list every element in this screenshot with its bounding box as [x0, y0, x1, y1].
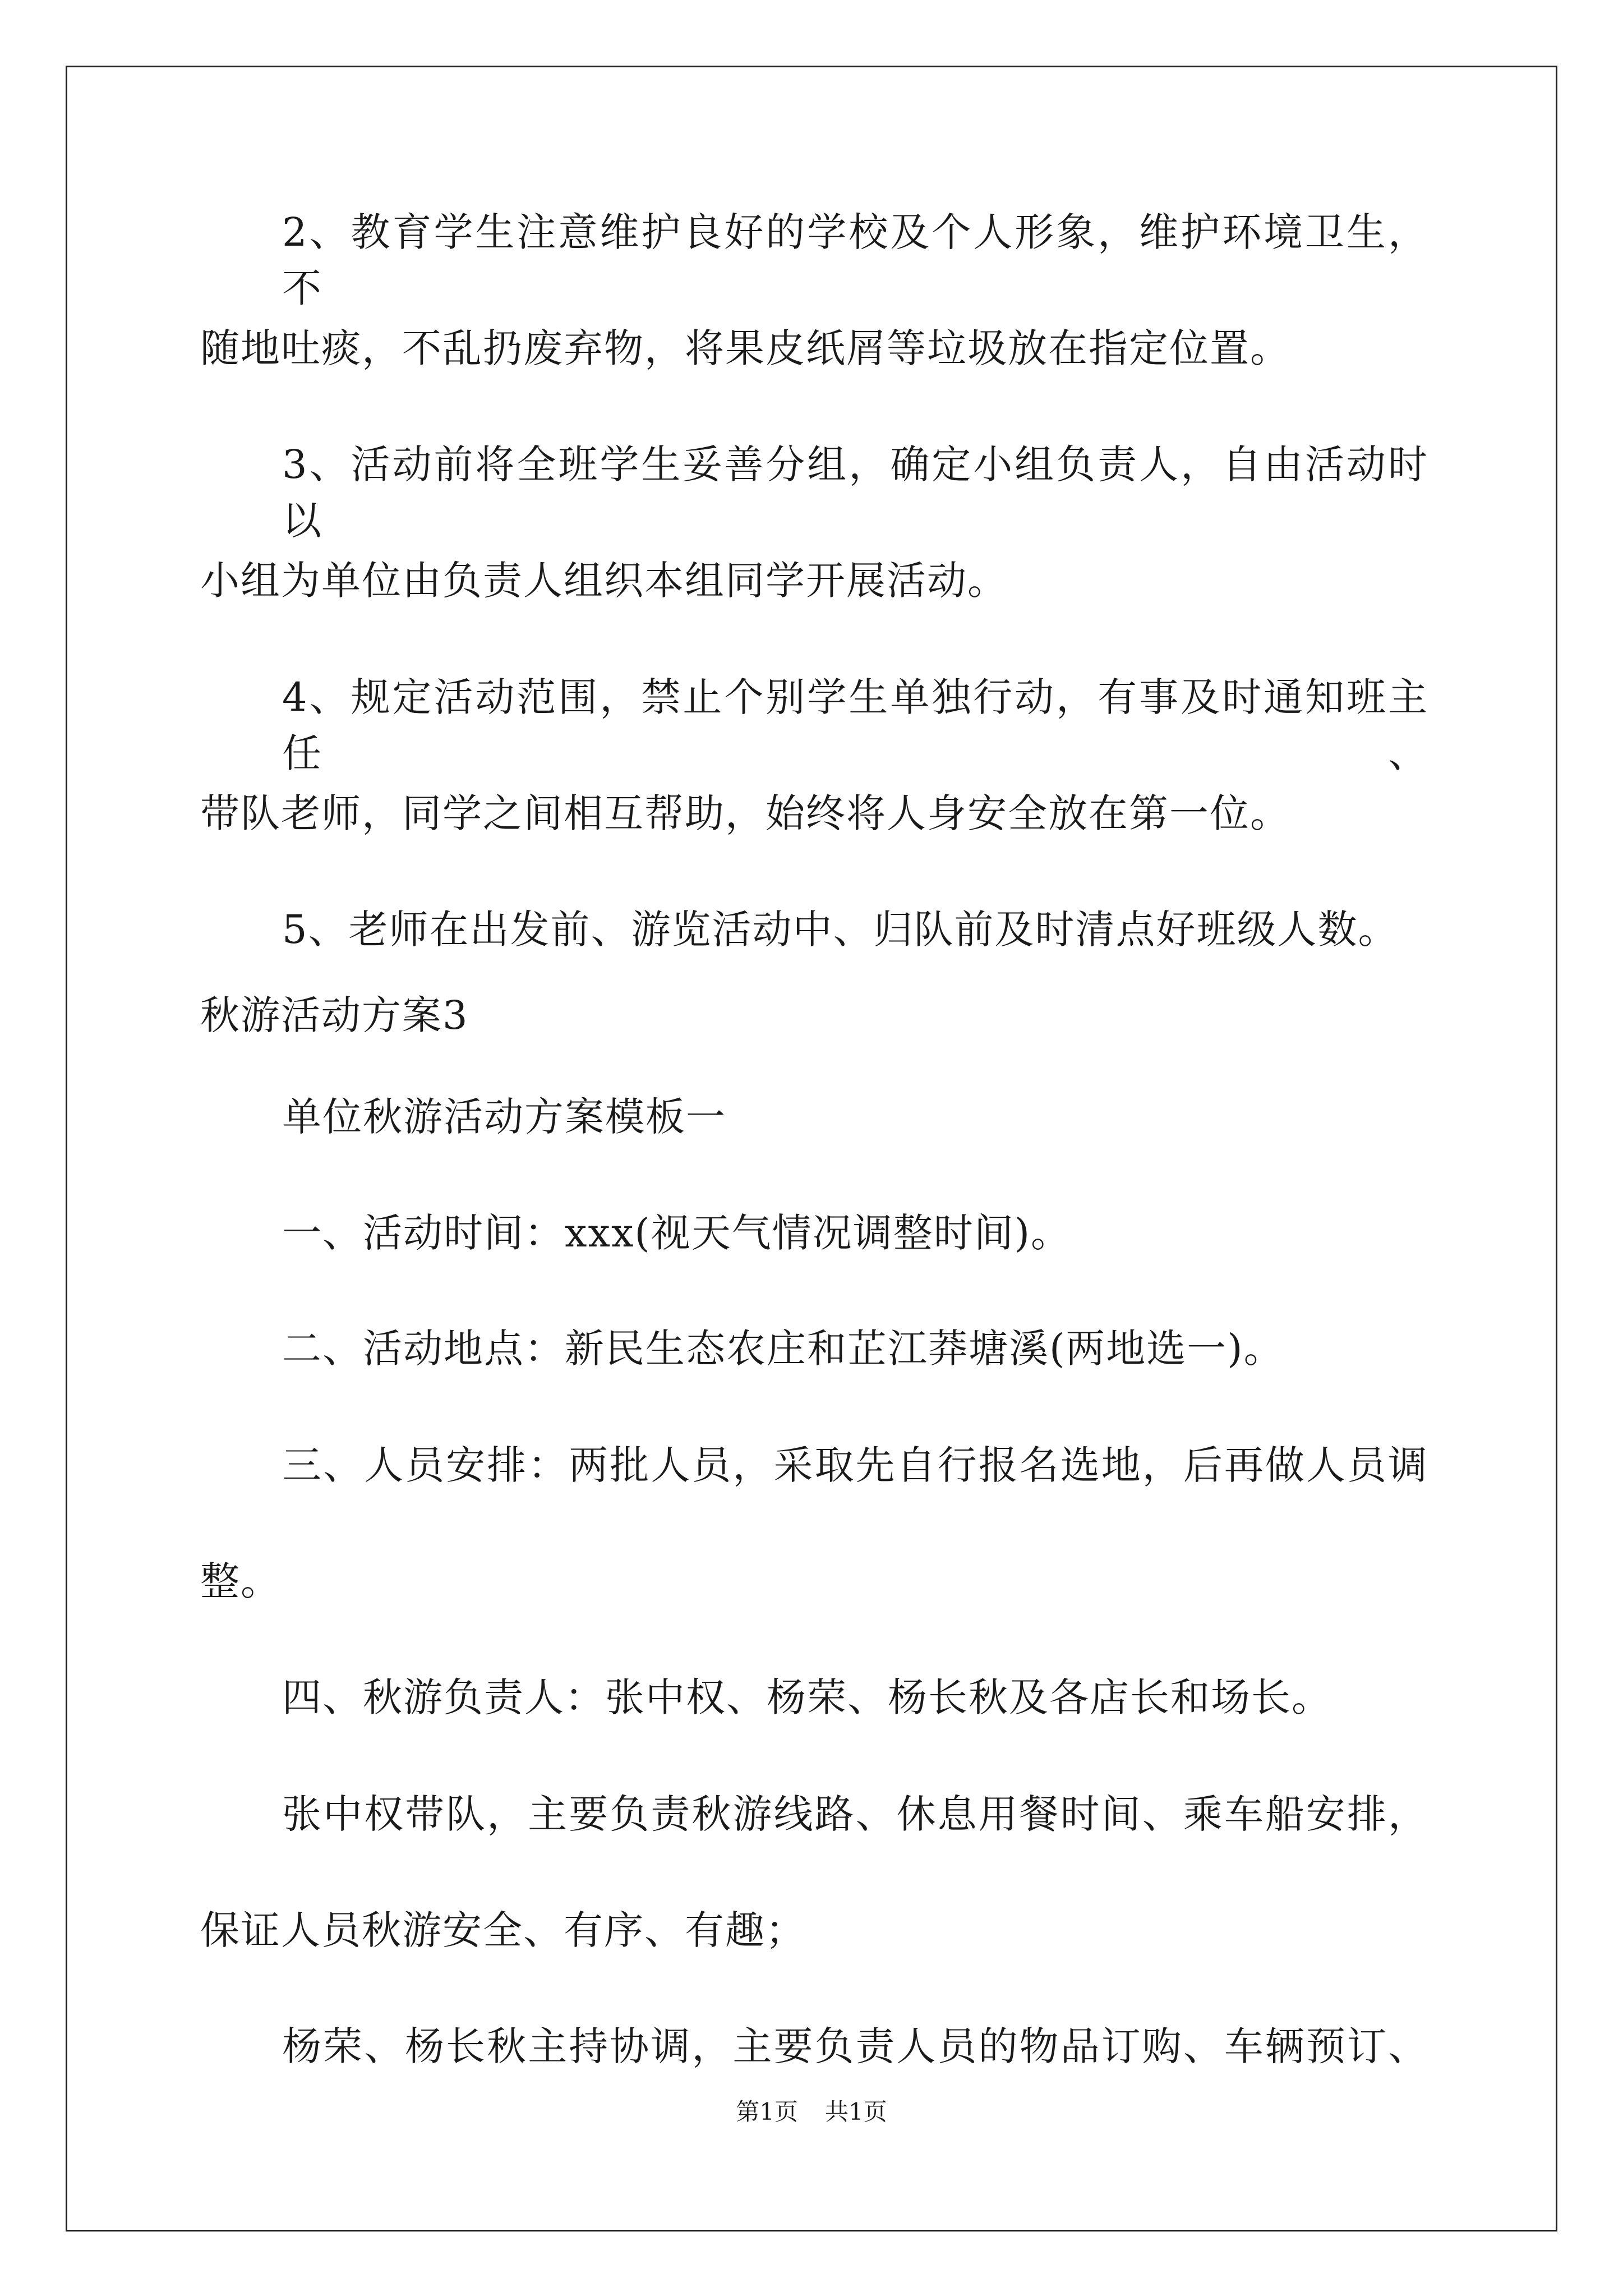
paragraph-line: 保证人员秋游安全、有序、有趣； [200, 1907, 806, 1953]
page-total: 共1页 [825, 2098, 887, 2125]
paragraph-line: 张中权带队，主要负责秋游线路、休息用餐时间、乘车船安排， [282, 1791, 1428, 1837]
page-footer [0, 2095, 1623, 2129]
page-number: 第1页 [736, 2098, 798, 2125]
paragraph-line: 5、老师在出发前、游览活动中、归队前及时清点好班级人数。 [282, 907, 1399, 953]
paragraph-line: 整。 [200, 1558, 281, 1604]
subheading: 单位秋游活动方案模板一 [282, 1094, 726, 1140]
paragraph-line: 二、活动地点：新民生态农庄和芷江莽塘溪(两地选一)。 [282, 1326, 1284, 1372]
paragraph-line: 四、秋游负责人：张中权、杨荣、杨长秋及各店长和场长。 [282, 1674, 1332, 1720]
paragraph-line: 带队老师，同学之间相互帮助，始终将人身安全放在第一位。 [200, 790, 1290, 836]
paragraph-line: 3、活动前将全班学生妥善分组，确定小组负责人，自由活动时以 [282, 441, 1428, 544]
paragraph-line: 三、人员安排：两批人员，采取先自行报名选地，后再做人员调 [282, 1442, 1428, 1488]
section-heading: 秋游活动方案3 [200, 992, 469, 1038]
paragraph-line: 2、教育学生注意维护良好的学校及个人形象，维护环境卫生，不 [282, 209, 1428, 311]
paragraph-line: 一、活动时间：xxx(视天气情况调整时间)。 [282, 1210, 1072, 1256]
paragraph-line: 随地吐痰，不乱扔废弃物，将果皮纸屑等垃圾放在指定位置。 [200, 325, 1290, 371]
paragraph-line: 杨荣、杨长秋主持协调，主要负责人员的物品订购、车辆预订、 [282, 2023, 1428, 2069]
paragraph-line: 小组为单位由负责人组织本组同学开展活动。 [200, 558, 1008, 604]
paragraph-line: 4、规定活动范围，禁止个别学生单独行动，有事及时通知班主任、 [282, 674, 1428, 776]
